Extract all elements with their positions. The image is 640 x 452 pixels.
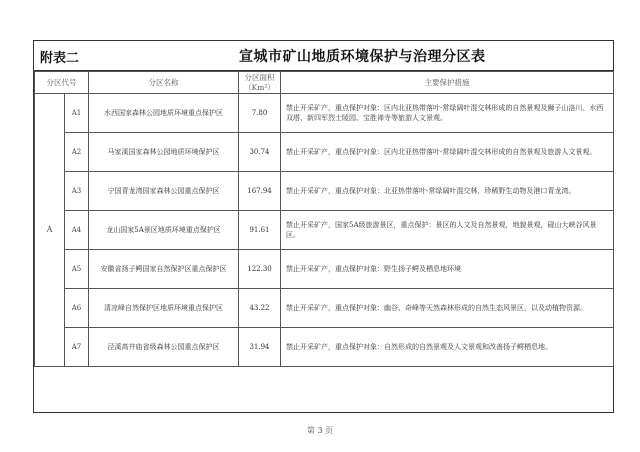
row-area-cell: 167.94: [239, 172, 281, 211]
zoning-table: [34, 71, 614, 367]
column-header-code: 分区代号: [35, 72, 89, 94]
row-measures-cell: 禁止开采矿产，国家5A级旅游景区，重点保护：景区的人文及自然景观，地貌景观，砚山大峡谷风景区。: [281, 211, 614, 250]
title-row: [34, 41, 613, 71]
row-name-cell: 宁国青龙湾国家森林公园重点保护区: [89, 172, 239, 211]
table-header-row: [35, 72, 614, 94]
row-code-cell: A2: [65, 133, 89, 172]
row-code-cell: A4: [65, 211, 89, 250]
row-code-cell: A5: [65, 250, 89, 289]
row-area-cell: 43.22: [239, 289, 281, 328]
row-area-cell: 7.80: [239, 94, 281, 133]
row-name-cell: 马家溪国家森林公园地质环境保护区: [89, 133, 239, 172]
document-frame: [33, 40, 614, 413]
table-row: [35, 328, 614, 367]
row-measures-cell: 禁止开采矿产，重点保护对象：野生扬子鳄及栖息地环境: [281, 250, 614, 289]
row-name-cell: 清凉峰自然保护区地质环境重点保护区: [89, 289, 239, 328]
row-area-cell: 31.94: [239, 328, 281, 367]
row-name-cell: 龙山国家5A景区地质环境重点保护区: [89, 211, 239, 250]
row-code-cell: A1: [65, 94, 89, 133]
column-header-area: 分区面积（Km²）: [239, 72, 281, 94]
column-header-measures: 主要保护措施: [281, 72, 614, 94]
row-name-cell: 泾溪高井庙省级森林公园重点保护区: [89, 328, 239, 367]
row-area-cell: 122.30: [239, 250, 281, 289]
appendix-label: 附表二: [40, 51, 80, 66]
row-measures-cell: 禁止开采矿产，重点保护对象：区内北亚热带落叶-常绿阔叶混交林形成的自然景观及旅游人文景观。: [281, 133, 614, 172]
row-measures-cell: 禁止开采矿产，重点保护对象：北亚热带落叶-常绿阔叶混交林，珍稀野生动物及港口青龙湾。: [281, 172, 614, 211]
page-number: 第 3 页: [306, 426, 334, 435]
page-title: 宣城市矿山地质环境保护与治理分区表: [239, 49, 486, 65]
row-area-cell: 91.61: [239, 211, 281, 250]
row-measures-cell: 禁止开采矿产，重点保护对象：自然形成的自然景观及人文景观和改善扬子鳄栖息地。: [281, 328, 614, 367]
column-header-name: 分区名称: [89, 72, 239, 94]
table-row: [35, 172, 614, 211]
row-measures-cell: 禁止开采矿产，重点保护对象：幽谷、奇峰等天然森林形成的自然生态风景区，以及动植物资源。: [281, 289, 614, 328]
row-name-cell: 安徽省扬子鳄国家自然保护区重点保护区: [89, 250, 239, 289]
group-code-cell: A: [35, 94, 65, 367]
row-name-cell: 水西国家森林公园地质环境重点保护区: [89, 94, 239, 133]
table-row: [35, 94, 614, 133]
table-row: [35, 211, 614, 250]
table-row: [35, 250, 614, 289]
table-row: [35, 289, 614, 328]
row-code-cell: A7: [65, 328, 89, 367]
row-code-cell: A6: [65, 289, 89, 328]
row-measures-cell: 禁止开采矿产，重点保护对象：区内北亚热带落叶-常绿阔叶混交林形成的自然景观及狮子山洛川、水西双塔、新四军烈士陵园、宝胜禅寺等旅游人文景观。: [281, 94, 614, 133]
table-row: [35, 133, 614, 172]
row-area-cell: 30.74: [239, 133, 281, 172]
row-code-cell: A3: [65, 172, 89, 211]
